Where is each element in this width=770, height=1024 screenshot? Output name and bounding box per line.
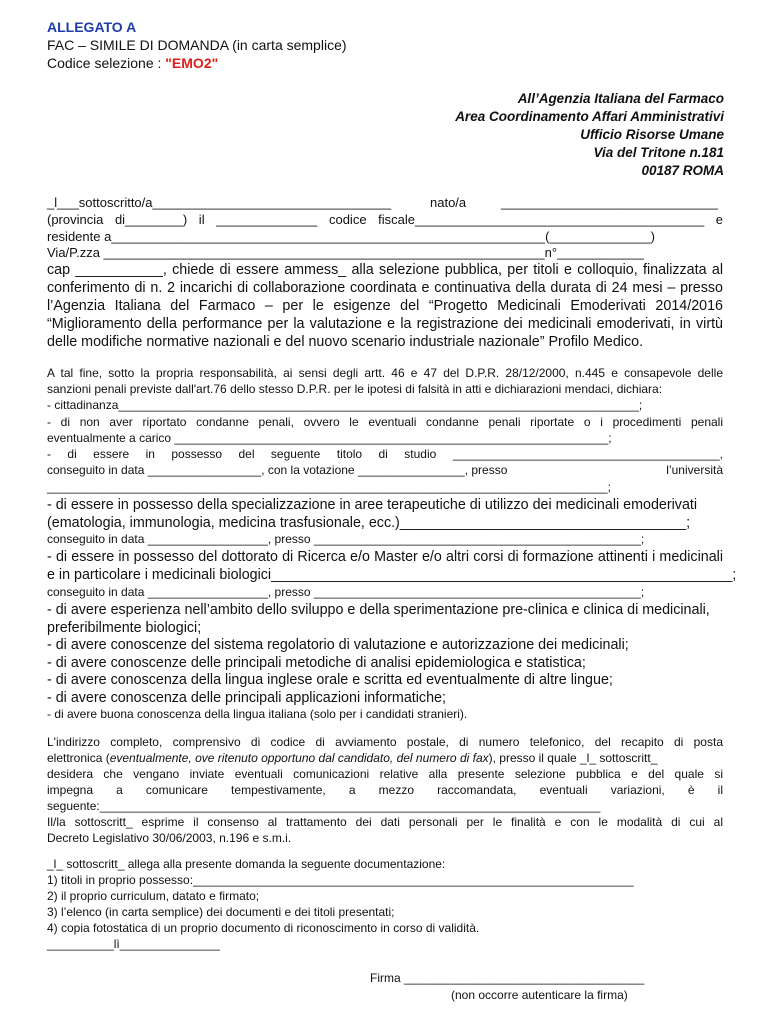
conseguito-votazione-text: conseguito in data _________________, con la votazione ________________, presso [47, 463, 508, 477]
place-date-field: __________lì_______________ [47, 937, 220, 951]
codice-value: "EMO2" [165, 55, 219, 71]
attachment-titoli: 1) titoli in proprio possesso:__________________________________________________________________ [47, 873, 634, 887]
recipient-office: Ufficio Risorse Umane [580, 127, 724, 142]
recipient-street: Via del Tritone n.181 [593, 145, 724, 160]
address-line-4: impegna a comunicare tempestivamente, a mezzo raccomandata, eventuali variazioni, è il [47, 783, 723, 797]
decl-inglese: - di avere conoscenza della lingua inglese orale e scritta ed eventualmente di altre lingue; [47, 672, 613, 688]
signature-field: Firma ____________________________________ [370, 971, 645, 985]
recipient-agency: All’Agenzia Italiana del Farmaco [517, 91, 724, 106]
decl-line-1: A tal fine, sotto la propria responsabilità, ai sensi degli artt. 46 e 47 del D.P.R. 28/12/2000, n.445 e consapevole delle [47, 366, 723, 380]
decl-titolo-studio: - di essere in possesso del seguente titolo di studio ________________________________________, [47, 447, 723, 461]
consent-line-1: Il/la sottoscritt_ esprime il consenso al trattamento dei dati personali per le finalità e con le modalità di cui al [47, 815, 723, 829]
codice-label: Codice selezione : [47, 55, 166, 71]
address-fax-note: eventualmente, ove ritenuto opportuno dal candidato, del numero di fax [109, 751, 489, 765]
decl-informatica: - di avere conoscenza delle principali applicazioni informatiche; [47, 690, 446, 706]
address-line-2 [47, 752, 723, 764]
address-line-2-start: elettronica ( [47, 751, 110, 765]
nato-label: nato/a [430, 195, 467, 210]
attachment-curriculum: 2) il proprio curriculum, datato e firmato; [47, 889, 260, 903]
decl-dott-conseguito: conseguito in data __________________, presso _________________________________________________; [47, 585, 645, 599]
decl-esperienza-biologici: preferibilmente biologici; [47, 620, 202, 636]
signature-note: (non occorre autenticare la firma) [451, 988, 628, 1002]
decl-italiano: - di avere buona conoscenza della lingua italiana (solo per i candidati stranieri). [47, 707, 468, 721]
consent-line-2: Decreto Legislativo 30/06/2003, n.196 e s.m.i. [47, 831, 292, 845]
decl-esperienza: - di avere esperienza nell’ambito dello sviluppo e della sperimentazione pre-clinica e clinica di medicinali, [47, 602, 710, 618]
intro-line-2: (provincia di________) il ______________ codice fiscale________________________________________ e [47, 212, 723, 227]
decl-epidemiologica: - di avere conoscenze delle principali metodiche di analisi epidemiologica e statistica; [47, 655, 586, 671]
decl-dottorato-biologici: e in particolare i medicinali biologici__________________________________________________________; [47, 567, 737, 583]
address-line-2-end: ), presso il quale _l_ sottoscritt_ [488, 751, 658, 765]
address-line-1: L'indirizzo completo, comprensivo di codice di avviamento postale, di numero telefonico, del recapito di posta [47, 735, 723, 749]
decl-condanne: - di non aver riportato condanne penali, ovvero le eventuali condanne penali riportate o i procedimenti penali [47, 415, 723, 429]
recipient-city: 00187 ROMA [641, 163, 724, 178]
allegato-title: ALLEGATO A [47, 19, 137, 35]
intro-line-6: conferimento di n. 2 incarichi di collaborazione coordinata e continuativa della durata di 24 mesi – presso [47, 280, 723, 296]
decl-spec-conseguito: conseguito in data __________________, presso _________________________________________________; [47, 532, 645, 546]
address-line-3: desidera che vengano inviate eventuali comunicazioni relative alla presente selezione pubblica e del quale si [47, 767, 723, 781]
intro-line-5: cap ___________, chiede di essere ammess_ alla selezione pubblica, per titoli e colloquio, finalizzata al [47, 262, 723, 278]
intro-line-4: Via/P.zza _____________________________________________________________n°____________ [47, 245, 644, 260]
intro-line-7: l’Agenzia Italiana del Farmaco – per le esigenze del “Progetto Medicinali Emoderivati 2014/2016 [47, 298, 723, 314]
decl-specializzazione: - di essere in possesso della specializzazione in aree terapeutiche di utilizzo dei medicinali emoderivati [47, 497, 698, 513]
intro-line-9: delle modifiche normative nazionali e del nuovo scenario industriale nazionale” Profilo Medico. [47, 334, 644, 350]
sottoscritto-field: _l___sottoscritto/a_________________________________ [47, 195, 392, 210]
decl-line-2: sanzioni penali previste dall'art.76 dello stesso D.P.R. per le ipotesi di falsità in atti e dichiarazioni mendaci, dichiara: [47, 382, 663, 396]
decl-dottorato: - di essere in possesso del dottorato di Ricerca e/o Master e/o altri corsi di formazione attinenti i medicinali [47, 549, 723, 565]
nato-field: ______________________________ [501, 195, 718, 210]
decl-universita-field: ____________________________________________________________________________________; [47, 480, 611, 494]
address-field: seguente:___________________________________________________________________________ [47, 799, 601, 813]
attachment-documento: 4) copia fotostatica di un proprio documento di riconoscimento in corso di validità. [47, 921, 480, 935]
universita-label: l’università [666, 463, 723, 477]
intro-line-8: “Miglioramento della performance per la valutazione e la registrazione dei medicinali emoderivati, in virtù [47, 316, 723, 332]
intro-line-3: residente a____________________________________________________________(______________) [47, 229, 655, 244]
decl-regolatorio: - di avere conoscenze del sistema regolatorio di valutazione e autorizzazione dei medicinali; [47, 637, 629, 653]
fac-simile-subtitle: FAC – SIMILE DI DOMANDA (in carta semplice) [47, 37, 347, 53]
decl-cittadinanza: - cittadinanza______________________________________________________________________________; [47, 398, 643, 412]
decl-condanne-field: eventualmente a carico _________________________________________________________________; [47, 431, 612, 445]
decl-specializzazione-aree: (ematologia, immunologia, medicina trasfusionale, ecc.)____________________________________; [47, 515, 691, 531]
attachments-intro: _l_ sottoscritt_ allega alla presente domanda la seguente documentazione: [47, 857, 446, 871]
codice-selezione [47, 56, 723, 70]
attachment-elenco: 3) l’elenco (in carta semplice) dei documenti e dei titoli presentati; [47, 905, 395, 919]
recipient-area: Area Coordinamento Affari Amministrativi [455, 109, 724, 124]
